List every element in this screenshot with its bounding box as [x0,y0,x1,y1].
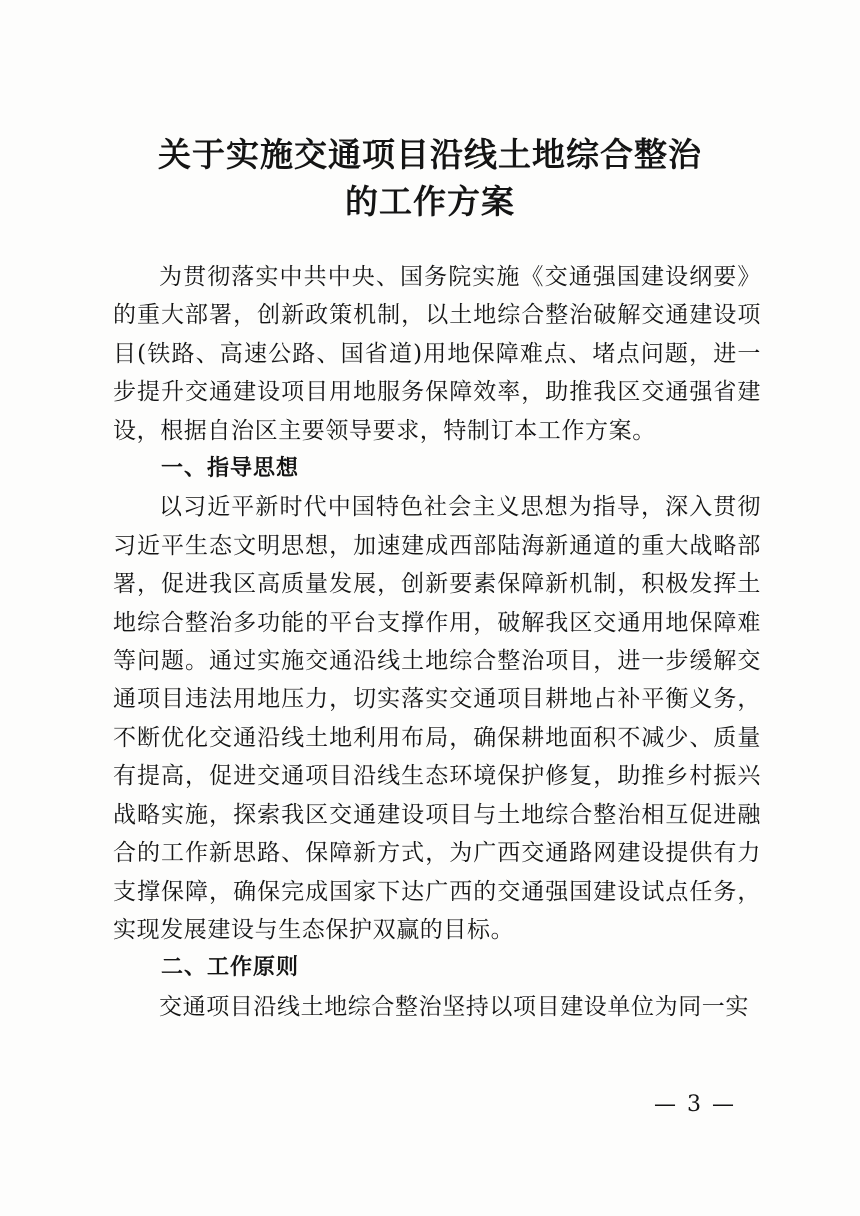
document-title-line-1: 关于实施交通项目沿线土地综合整治 [158,135,702,174]
document-title-line-2: 的工作方案 [345,182,515,221]
guiding-thought-paragraph: 以习近平新时代中国特色社会主义思想为指导，深入贯彻习近平生态文明思想，加速建成西部陆海新通道的重大战略部署，促进我区高质量发展，创新要素保障新机制，积极发挥土地综合整治多功能的平台支撑作用，破解我区交通用地保障难等问题。通过实施交通沿线土地综合整治项目，进一步缓解交通项目违法用地压力，切实落实交通项目耕地占补平衡义务，不断优化交通沿线土地利用布局，确保耕地面积不减少、质量有提高，促进交通项目沿线生态环境保护修复，助推乡村振兴战略实施，探索我区交通建设项目与土地综合整治相互促进融合的工作新思路、保障新方式，为广西交通路网建设提供有力支撑保障，确保完成国家下达广西的交通强国建设试点任务，实现发展建设与生态保护双赢的目标。 [113,494,761,943]
work-principles-paragraph: 交通项目沿线土地综合整治坚持以项目建设单位为同一实 [159,993,749,1020]
section-heading-guiding-thought: 一、指导思想 [161,456,300,482]
document-body [113,258,761,1026]
intro-paragraph: 为贯彻落实中共中央、国务院实施《交通强国建设纲要》的重大部署，创新政策机制，以土地综合整治破解交通建设项目(铁路、高速公路、国省道)用地保障难点、堵点问题，进一步提升交通建设项目用地服务保障效率，助推我区交通强省建设，根据自治区主要领导要求，特制订本工作方案。 [113,264,761,444]
page-number: — 3 — [654,1092,736,1117]
section-heading-work-principles: 二、工作原则 [161,955,300,981]
